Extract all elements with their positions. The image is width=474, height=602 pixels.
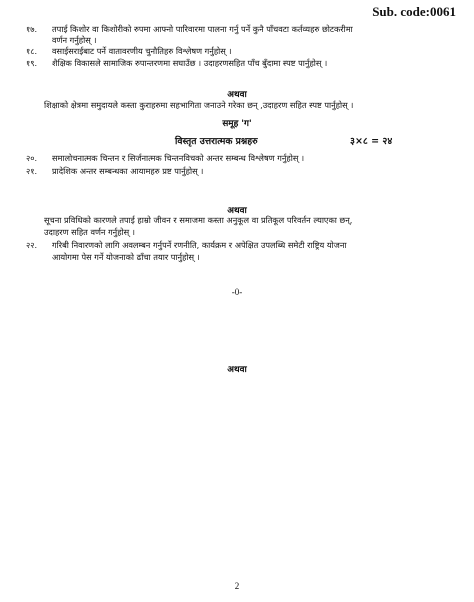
or-divider: अथवा (227, 90, 247, 100)
question-number: १९. (26, 58, 38, 68)
alternative-question-19: शिक्षाको क्षेत्रमा समुदायले कस्ता कुराहरुमा सहभागिता जनाउने गरेका छन् ,उदाहरण सहित स्पष्ट पार्नुहोस् । (44, 100, 354, 110)
alternative-question-21: सूचना प्रविधिको कारणले तपाई हाम्रो जीवन र समाजमा कस्ता अनुकूल वा प्रतिकूल परिवर्तन ल्याएका छन्, (44, 215, 353, 225)
question-text-line: शैक्षिक विकासले सामाजिक रुपान्तरणमा सघाउँछ । उदाहरणसहित पाँच बुँदामा स्पष्ट पार्नुहोस् । (52, 58, 328, 68)
question-number: १८. (26, 46, 38, 56)
group-title: समूह 'ग' (222, 119, 252, 129)
section-marks: ३×८ = २४ (350, 136, 393, 147)
or-divider: अथवा (227, 206, 247, 216)
question-text-line: प्रादेशिक अन्तर सम्बन्धका आयामहरु प्रष्ट पार्नुहोस् । (52, 166, 204, 176)
question-number: २०. (26, 153, 38, 163)
question-19 (0, 58, 474, 69)
question-text-line: आयोगमा पेस गर्ने योजनाको ढाँचा तयार पार्नुहोस् । (52, 252, 200, 262)
question-21 (0, 166, 474, 177)
question-text-line: वर्णन गर्नुहोस् । (52, 35, 97, 45)
question-number: २२. (26, 240, 38, 250)
question-text-line: तपाई किशोर वा किशोरीको रुपमा आफ्नो पारिवारमा पालना गर्नु पर्ने कुनै पाँचवटा कर्तव्यहरु छोटकरीमा (52, 24, 353, 34)
section-title: विस्तृत उत्तरात्मक प्रश्नहरु (175, 136, 258, 147)
subject-code: Sub. code:0061 (372, 4, 456, 19)
alternative-question-21-cont: उदाहरण सहित वर्णन गर्नुहोस् । (44, 227, 135, 237)
question-number: २१. (26, 166, 38, 176)
question-22 (0, 240, 474, 262)
question-17 (0, 24, 474, 46)
page-number: 2 (234, 581, 240, 591)
or-divider: अथवा (227, 365, 247, 375)
question-text-line: समालोचनात्मक चिन्तन र सिर्जनात्मक चिन्तनविचको अन्तर सम्बन्ध विश्लेषण गर्नुहोस् । (52, 153, 305, 163)
question-number: १७. (26, 24, 38, 34)
question-text-line: वसाईसराईबाट पर्ने वातावरणीय चुनौतिहरु विश्लेषण गर्नुहोस् । (52, 46, 232, 56)
question-20 (0, 153, 474, 164)
question-18 (0, 46, 474, 57)
end-mark: -0- (231, 287, 243, 297)
question-text-line: गरिबी निवारणको लागि अवलम्बन गर्नुपर्ने रणनीति, कार्यक्रम र अपेक्षित उपलब्धि समेटी राष्ट्रिय योजना (52, 240, 347, 250)
